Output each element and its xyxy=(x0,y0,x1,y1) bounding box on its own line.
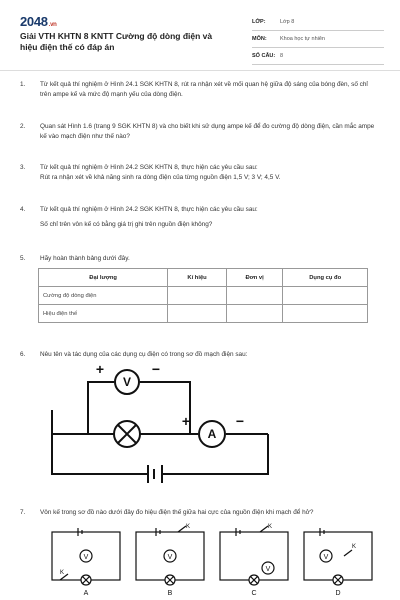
table-cell xyxy=(168,287,227,305)
svg-text:+: + xyxy=(95,362,105,377)
svg-text:V: V xyxy=(265,566,271,573)
svg-text:V: V xyxy=(323,554,329,561)
question-1: 1. Từ kết quả thí nghiệm ở Hình 24.1 SGK KHTN 8, rút ra nhận xét về mối quan hệ giữa độ sáng của bóng đèn, số chỉ trên ampe kế và mức độ mạnh yếu của dòng điện. xyxy=(20,81,368,98)
battery-symbol xyxy=(148,465,162,483)
svg-text:K: K xyxy=(268,524,273,530)
meta-box xyxy=(252,14,384,65)
table-header-cell: Kí hiệu xyxy=(168,269,227,287)
voltmeter-symbol xyxy=(96,362,160,394)
header-divider xyxy=(0,70,400,71)
table-header-cell: Đơn vị xyxy=(226,269,282,287)
table-header-cell: Đại lượng xyxy=(39,269,168,287)
svg-text:V: V xyxy=(83,554,89,561)
svg-text:V: V xyxy=(167,554,173,561)
table-cell xyxy=(226,287,282,305)
circuit-option-c xyxy=(220,526,288,585)
circuit-options-q7 xyxy=(44,522,376,598)
table-row xyxy=(39,305,368,323)
svg-text:K: K xyxy=(60,570,65,576)
svg-text:−: − xyxy=(151,362,161,377)
question-7: 7. Vôn kế trong sơ đồ nào dưới đây đo hiệu điện thế giữa hai cực của nguồn điện khi mạch để hở? xyxy=(20,509,314,516)
svg-text:D: D xyxy=(335,590,341,597)
table-cell xyxy=(283,305,368,323)
table-cell: Cường độ dòng điện xyxy=(39,287,168,305)
header xyxy=(20,14,382,66)
table-cell xyxy=(168,305,227,323)
table-header-row xyxy=(39,269,368,287)
ammeter-symbol xyxy=(182,413,244,447)
question-6: 6. Nêu tên và tác dụng của các dụng cụ điện có trong sơ đồ mạch điện sau: xyxy=(20,351,248,358)
circuit-diagram-q6 xyxy=(40,362,280,484)
question-3: 3. Từ kết quả thí nghiệm ở Hình 24.2 SGK KHTN 8, thực hiện các yêu cầu sau: Rút ra nhận xét về khả năng sinh ra dòng điện của từng nguồn điện 1,5 V; 3 V; 4,5 V. xyxy=(20,164,281,181)
table-cell: Hiệu điện thế xyxy=(39,305,168,323)
meta-row-subject: MÔN: Khoa học tự nhiên xyxy=(252,31,384,48)
circuit-option-d xyxy=(304,528,372,585)
question-2: 2. Quan sát Hình 1.6 (trang 9 SGK KHTN 8) và cho biết khi sử dụng ampe kế để đo cường độ dòng điện, cần mắc ampe kế vào mạch điện như thế nào? xyxy=(20,123,375,140)
table-header-cell: Dụng cụ đo xyxy=(283,269,368,287)
svg-text:K: K xyxy=(352,544,357,550)
question-5: 5. Hãy hoàn thành bảng dưới đây. xyxy=(20,255,130,262)
svg-text:K: K xyxy=(186,524,191,530)
table-cell xyxy=(283,287,368,305)
svg-text:V: V xyxy=(122,375,132,389)
site-logo[interactable]: 2048.vn xyxy=(20,14,57,29)
question-4: 4. Từ kết quả thí nghiệm ở Hình 24.2 SGK KHTN 8, thực hiện các yêu cầu sau: Số chỉ trên vôn kế có bằng giá trị ghi trên nguồn điện không? xyxy=(20,206,258,228)
quantity-table xyxy=(38,268,368,323)
meta-row-count: SỐ CÂU: 8 xyxy=(252,48,384,65)
svg-text:B: B xyxy=(167,590,173,597)
meta-row-grade: LỚP: Lớp 8 xyxy=(252,14,384,31)
table-cell xyxy=(226,305,282,323)
svg-text:+: + xyxy=(181,413,191,429)
page-title: Giải VTH KHTN 8 KNTT Cường độ dòng điện và hiệu điện thế có đáp án xyxy=(20,31,213,52)
svg-text:A: A xyxy=(83,590,89,597)
svg-text:−: − xyxy=(235,413,245,429)
svg-text:C: C xyxy=(251,590,257,597)
svg-text:A: A xyxy=(207,427,217,441)
lamp-symbol xyxy=(114,421,140,447)
table-row xyxy=(39,287,368,305)
